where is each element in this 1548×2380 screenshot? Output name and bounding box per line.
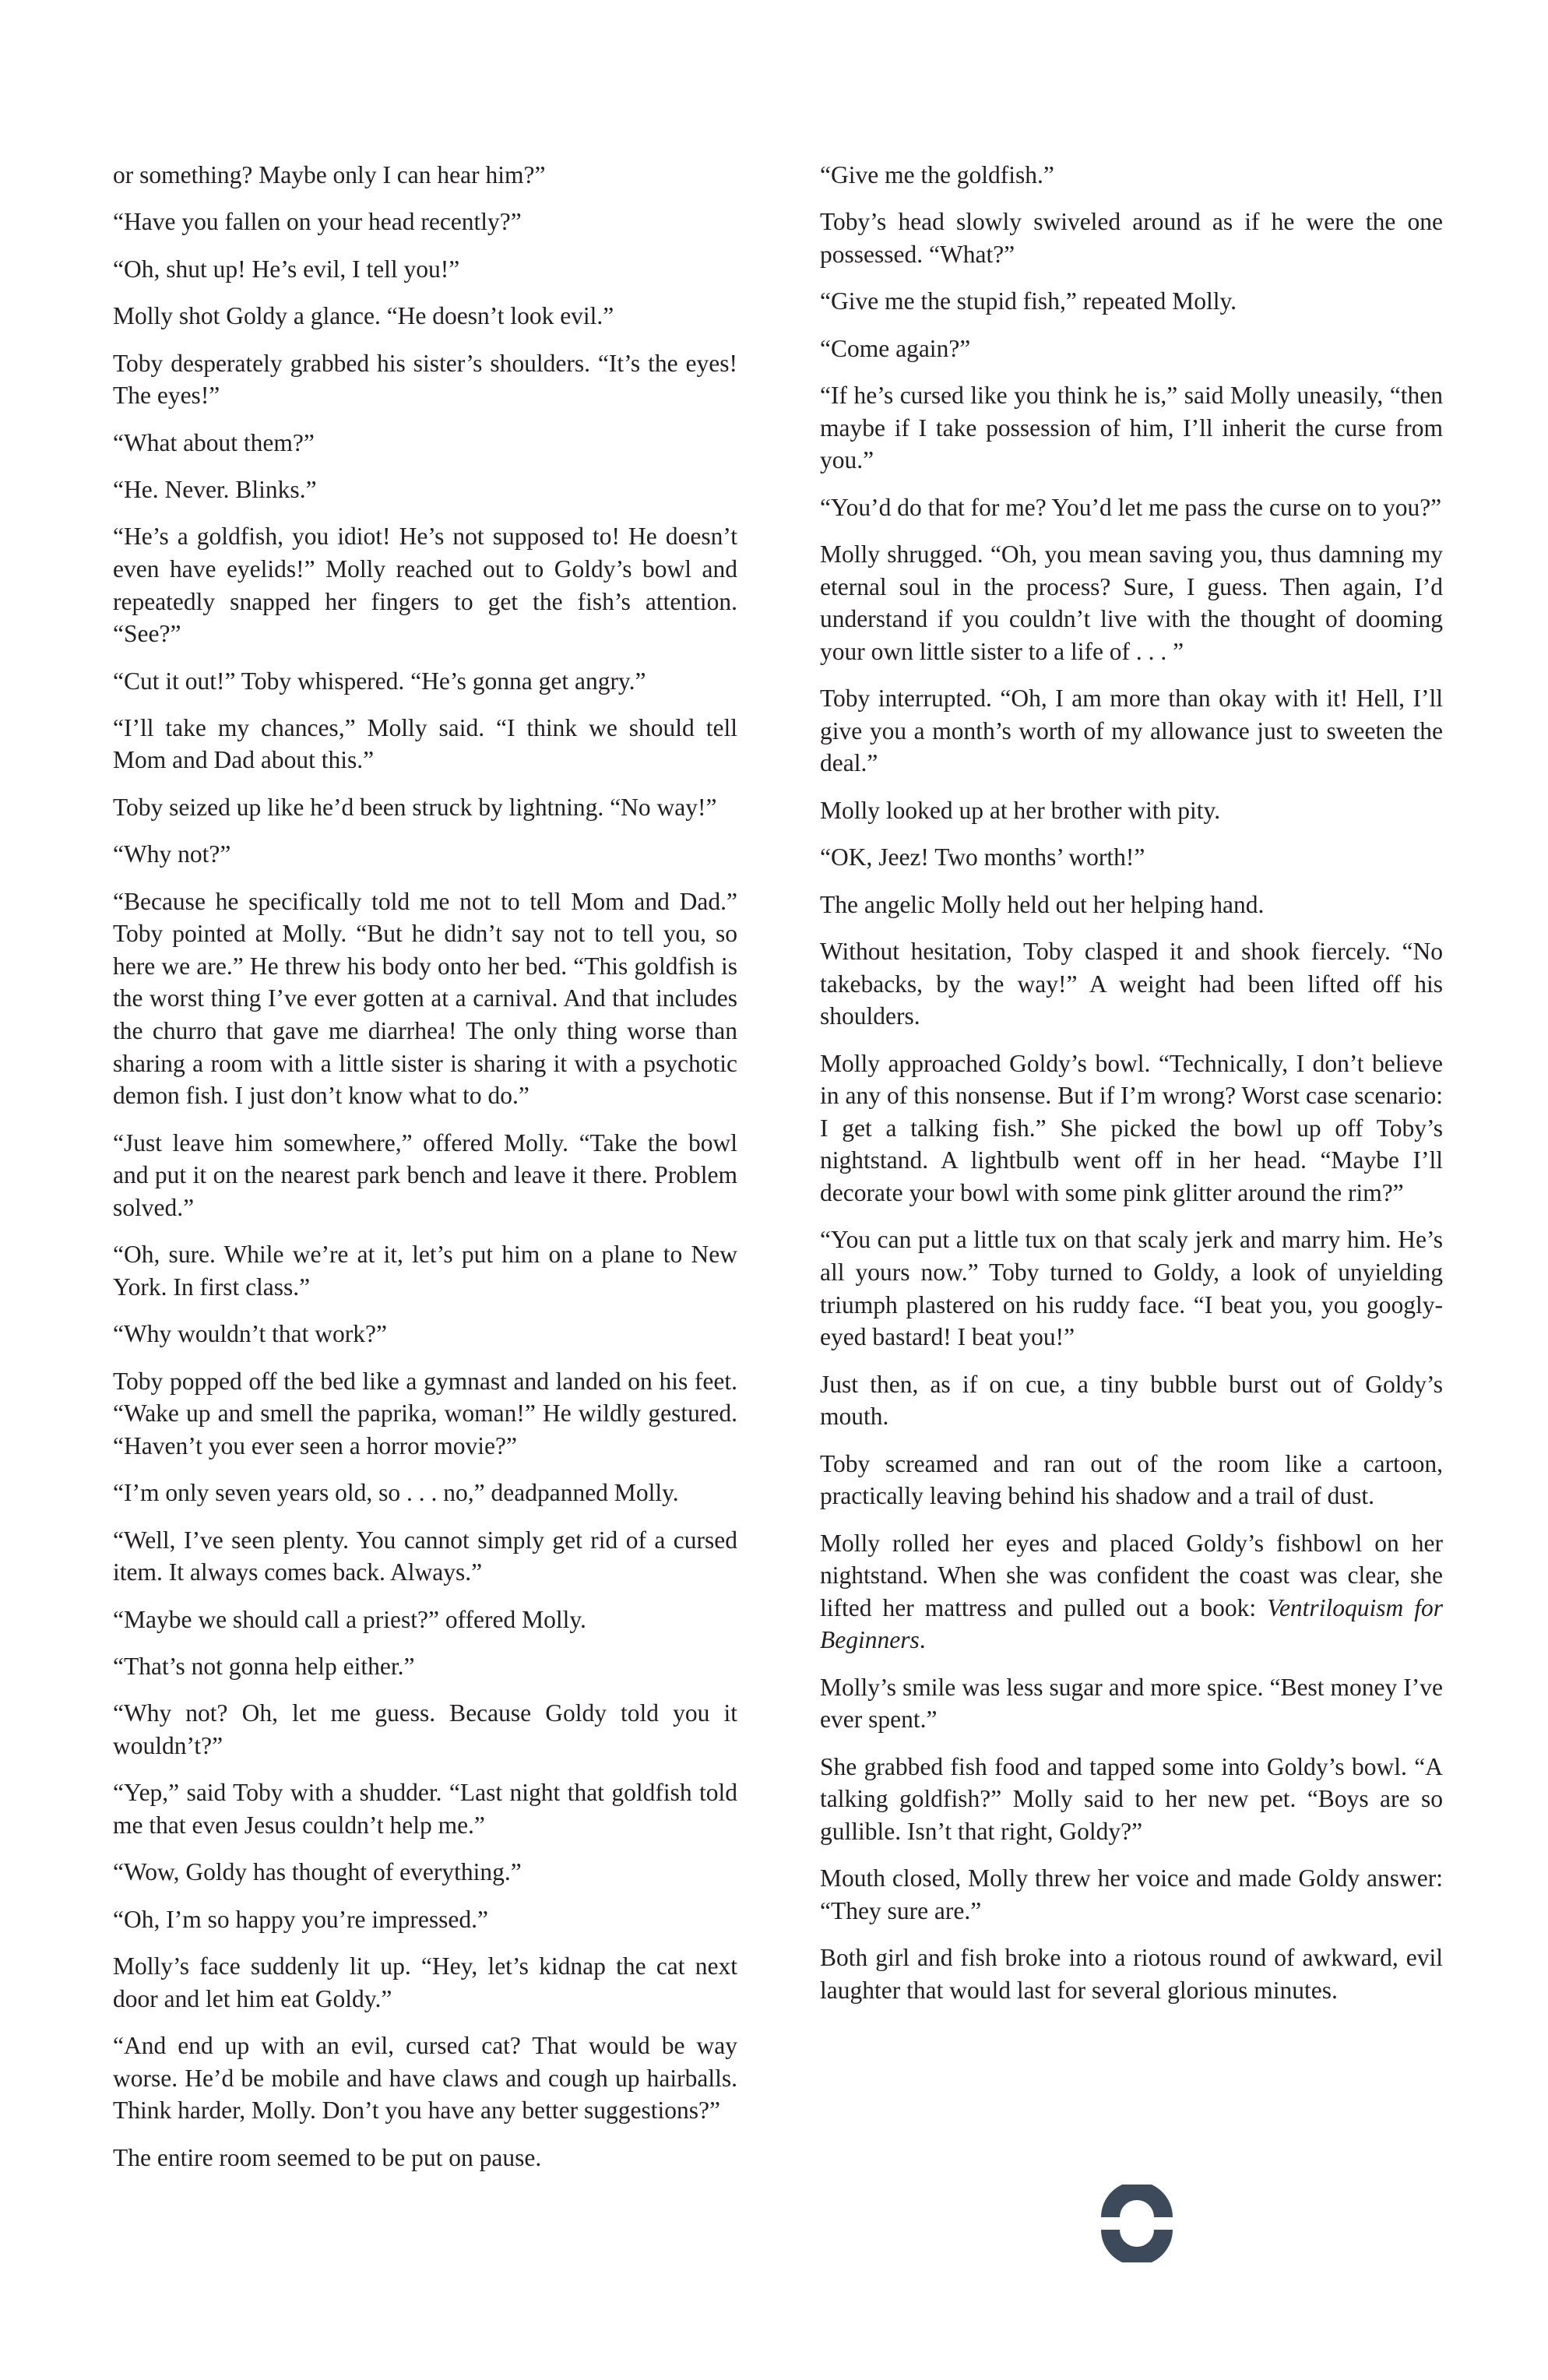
- right-text-column: [820, 159, 1443, 2021]
- paragraph: “Give me the stupid fish,” repeated Molly.: [820, 287, 1237, 315]
- paragraph: “That’s not gonna help either.”: [113, 1652, 415, 1680]
- paragraph: “Give me the goldfish.”: [820, 161, 1054, 188]
- paragraph: “He. Never. Blinks.”: [113, 475, 317, 503]
- paragraph: “Just leave him somewhere,” offered Molly. “Take the bowl and put it on the nearest park bench and leave it there. Problem solved.”: [113, 1128, 737, 1221]
- paragraph: “Maybe we should call a priest?” offered Molly.: [113, 1605, 586, 1633]
- paragraph-text: Molly rolled her eyes and placed Goldy’s fishbowl on her nightstand. When she was confident the coast was clear, she lifted her mattress and pulled out a book:: [820, 1529, 1443, 1621]
- paragraph: “He’s a goldfish, you idiot! He’s not supposed to! He doesn’t even have eyelids!” Molly reached out to Goldy’s bowl and repeatedly snapped her fingers to get the fish’s attention. “See?”: [113, 523, 737, 648]
- paragraph: Just then, as if on cue, a tiny bubble burst out of Goldy’s mouth.: [820, 1370, 1443, 1431]
- book-title: Ventriloquism for Beginners: [820, 1593, 1444, 1654]
- paragraph: Molly shot Goldy a glance. “He doesn’t look evil.”: [113, 302, 614, 330]
- paragraph: “Well, I’ve seen plenty. You cannot simply get rid of a cursed item. It always comes back. Always.”: [113, 1526, 737, 1586]
- paragraph: She grabbed fish food and tapped some into Goldy’s bowl. “A talking goldfish?” Molly said to her new pet. “Boys are so gullible. Isn’t that right, Goldy?”: [820, 1752, 1443, 1845]
- paragraph: Without hesitation, Toby clasped it and shook fiercely. “No takebacks, by the way!” A weight had been lifted off his shoulders.: [820, 938, 1443, 1030]
- paragraph: Toby popped off the bed like a gymnast and landed on his feet. “Wake up and smell the paprika, woman!” He wildly gestured. “Haven’t you ever seen a horror movie?”: [113, 1367, 737, 1459]
- paragraph: “You can put a little tux on that scaly jerk and marry him. He’s all yours now.” Toby turned to Goldy, a look of unyielding triumph plastered on his ruddy face. “I beat you, you googly-eyed bastard! I beat you!”: [820, 1226, 1443, 1351]
- paragraph: “Why wouldn’t that work?”: [113, 1320, 387, 1348]
- paragraph: Toby desperately grabbed his sister’s shoulders. “It’s the eyes! The eyes!”: [113, 349, 737, 410]
- paragraph: “Oh, I’m so happy you’re impressed.”: [113, 1905, 488, 1933]
- paragraph: Molly’s face suddenly lit up. “Hey, let’s kidnap the cat next door and let him eat Goldy.”: [113, 1952, 737, 2012]
- paragraph: Molly shrugged. “Oh, you mean saving you, thus damning my eternal soul in the process? Sure, I guess. Then again, I’d understand if you couldn’t live with the thought of dooming your own little sister to a life of . . . ”: [820, 540, 1443, 665]
- paragraph: “If he’s cursed like you think he is,” said Molly uneasily, “then maybe if I take possession of him, I’ll inherit the curse from you.”: [820, 382, 1443, 474]
- paragraph: “Come again?”: [820, 334, 971, 362]
- paragraph: “Oh, sure. While we’re at it, let’s put him on a plane to New York. In first class.”: [113, 1241, 737, 1301]
- paragraph: Molly’s smile was less sugar and more spice. “Best money I’ve ever spent.”: [820, 1673, 1443, 1734]
- paragraph: “You’d do that for me? You’d let me pass the curse on to you?”: [820, 493, 1442, 521]
- emblem-bottom-arc: [1101, 2230, 1173, 2262]
- paragraph: Molly looked up at her brother with pity.: [820, 796, 1221, 824]
- paragraph: Toby screamed and ran out of the room like a cartoon, practically leaving behind his shadow and a trail of dust.: [820, 1449, 1443, 1510]
- paragraph: “And end up with an evil, cursed cat? That would be way worse. He’d be mobile and have claws and cough up hairballs. Think harder, Molly. Don’t you have any better suggestions?”: [113, 2032, 737, 2125]
- paragraph: “Wow, Goldy has thought of everything.”: [113, 1858, 522, 1886]
- paragraph: Mouth closed, Molly threw her voice and made Goldy answer: “They sure are.”: [820, 1864, 1443, 1924]
- paragraph: Toby interrupted. “Oh, I am more than okay with it! Hell, I’ll give you a month’s worth of my allowance just to sweeten the deal.”: [820, 685, 1443, 777]
- paragraph: “I’ll take my chances,” Molly said. “I think we should tell Mom and Dad about this.”: [113, 713, 737, 774]
- paragraph: “Yep,” said Toby with a shudder. “Last night that goldfish told me that even Jesus couldn’t help me.”: [113, 1779, 737, 1839]
- paragraph: [820, 1527, 1443, 1656]
- paragraph: or something? Maybe only I can hear him?”: [113, 161, 546, 188]
- paragraph: The angelic Molly held out her helping hand.: [820, 890, 1265, 918]
- emblem-top-arc: [1101, 2185, 1173, 2217]
- paragraph-end-punctuation: .: [919, 1626, 926, 1654]
- paragraph: Toby seized up like he’d been struck by lightning. “No way!”: [113, 793, 717, 821]
- paragraph: “Why not?”: [113, 840, 231, 868]
- paragraph: “Because he specifically told me not to tell Mom and Dad.” Toby pointed at Molly. “But he didn’t say not to tell you, so here we are.” He threw his body onto her bed. “This goldfish is the worst thing I’ve ever gotten at a carnival. And that includes the churro that gave me diarrhea! The only thing worse than sharing a room with a little sister is sharing it with a psychotic demon fish. I just don’t know what to do.”: [113, 887, 737, 1110]
- paragraph: The entire room seemed to be put on pause.: [113, 2143, 542, 2171]
- left-text-column: [113, 159, 737, 2188]
- paragraph: “What about them?”: [113, 428, 315, 456]
- paragraph: “Cut it out!” Toby whispered. “He’s gonna get angry.”: [113, 667, 646, 695]
- paragraph: “Have you fallen on your head recently?”: [113, 208, 522, 236]
- paragraph: “OK, Jeez! Two months’ worth!”: [820, 843, 1145, 871]
- fishbowl-emblem-icon: [1098, 2185, 1176, 2262]
- paragraph: “I’m only seven years old, so . . . no,” deadpanned Molly.: [113, 1479, 679, 1507]
- paragraph: “Oh, shut up! He’s evil, I tell you!”: [113, 255, 460, 283]
- paragraph: “Why not? Oh, let me guess. Because Goldy told you it wouldn’t?”: [113, 1699, 737, 1759]
- paragraph: Both girl and fish broke into a riotous round of awkward, evil laughter that would last for several glorious minutes.: [820, 1944, 1443, 2004]
- paragraph: Molly approached Goldy’s bowl. “Technically, I don’t believe in any of this nonsense. But if I’m wrong? Worst case scenario: I get a talking fish.” She picked the bowl up off Toby’s nightstand. A lightbulb went off in her head. “Maybe I’ll decorate your bowl with some pink glitter around the rim?”: [820, 1049, 1443, 1206]
- paragraph: Toby’s head slowly swiveled around as if he were the one possessed. “What?”: [820, 208, 1443, 268]
